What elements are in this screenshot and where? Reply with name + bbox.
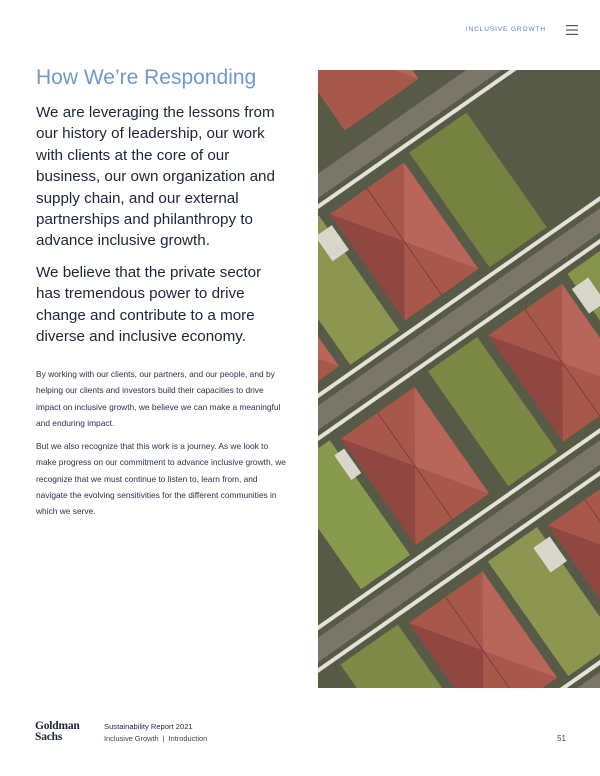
breadcrumb-section[interactable]: Inclusive Growth <box>104 734 159 743</box>
breadcrumb-separator: | <box>162 734 165 743</box>
page-heading: How We’re Responding <box>36 66 257 89</box>
breadcrumb-page[interactable]: Introduction <box>168 734 208 743</box>
lead-paragraph-1: We are leveraging the lessons from our history of leadership, our work with clients at the core of our business, our own organization and supply chain, and our external partnerships and philanthropy to advance inclusive growth. <box>36 104 275 250</box>
footer-breadcrumb <box>104 734 207 743</box>
menu-icon[interactable] <box>566 25 578 35</box>
aerial-houses-photo <box>318 70 600 688</box>
section-tag: INCLUSIVE GROWTH <box>465 26 546 33</box>
page-number: 51 <box>557 734 566 743</box>
report-title: Sustainability Report 2021 <box>104 722 193 731</box>
body-paragraph-2: But we also recognize that this work is a journey. As we look to make progress on our commitment to advance inclusive growth, we recognize that we must continue to listen to, learn from, and navigate the evolving sensitivities for the different communities in which we serve. <box>36 441 286 517</box>
goldman-sachs-logo[interactable]: Goldman Sachs <box>35 720 80 743</box>
lead-paragraph-2: We believe that the private sector has tremendous power to drive change and contribute to a more diverse and inclusive economy. <box>36 264 262 346</box>
body-paragraph-1: By working with our clients, our partners, and our people, and by helping our clients and investors build their capacities to drive impact on inclusive growth, we believe we can make a meaningful and enduring impact. <box>36 369 281 428</box>
